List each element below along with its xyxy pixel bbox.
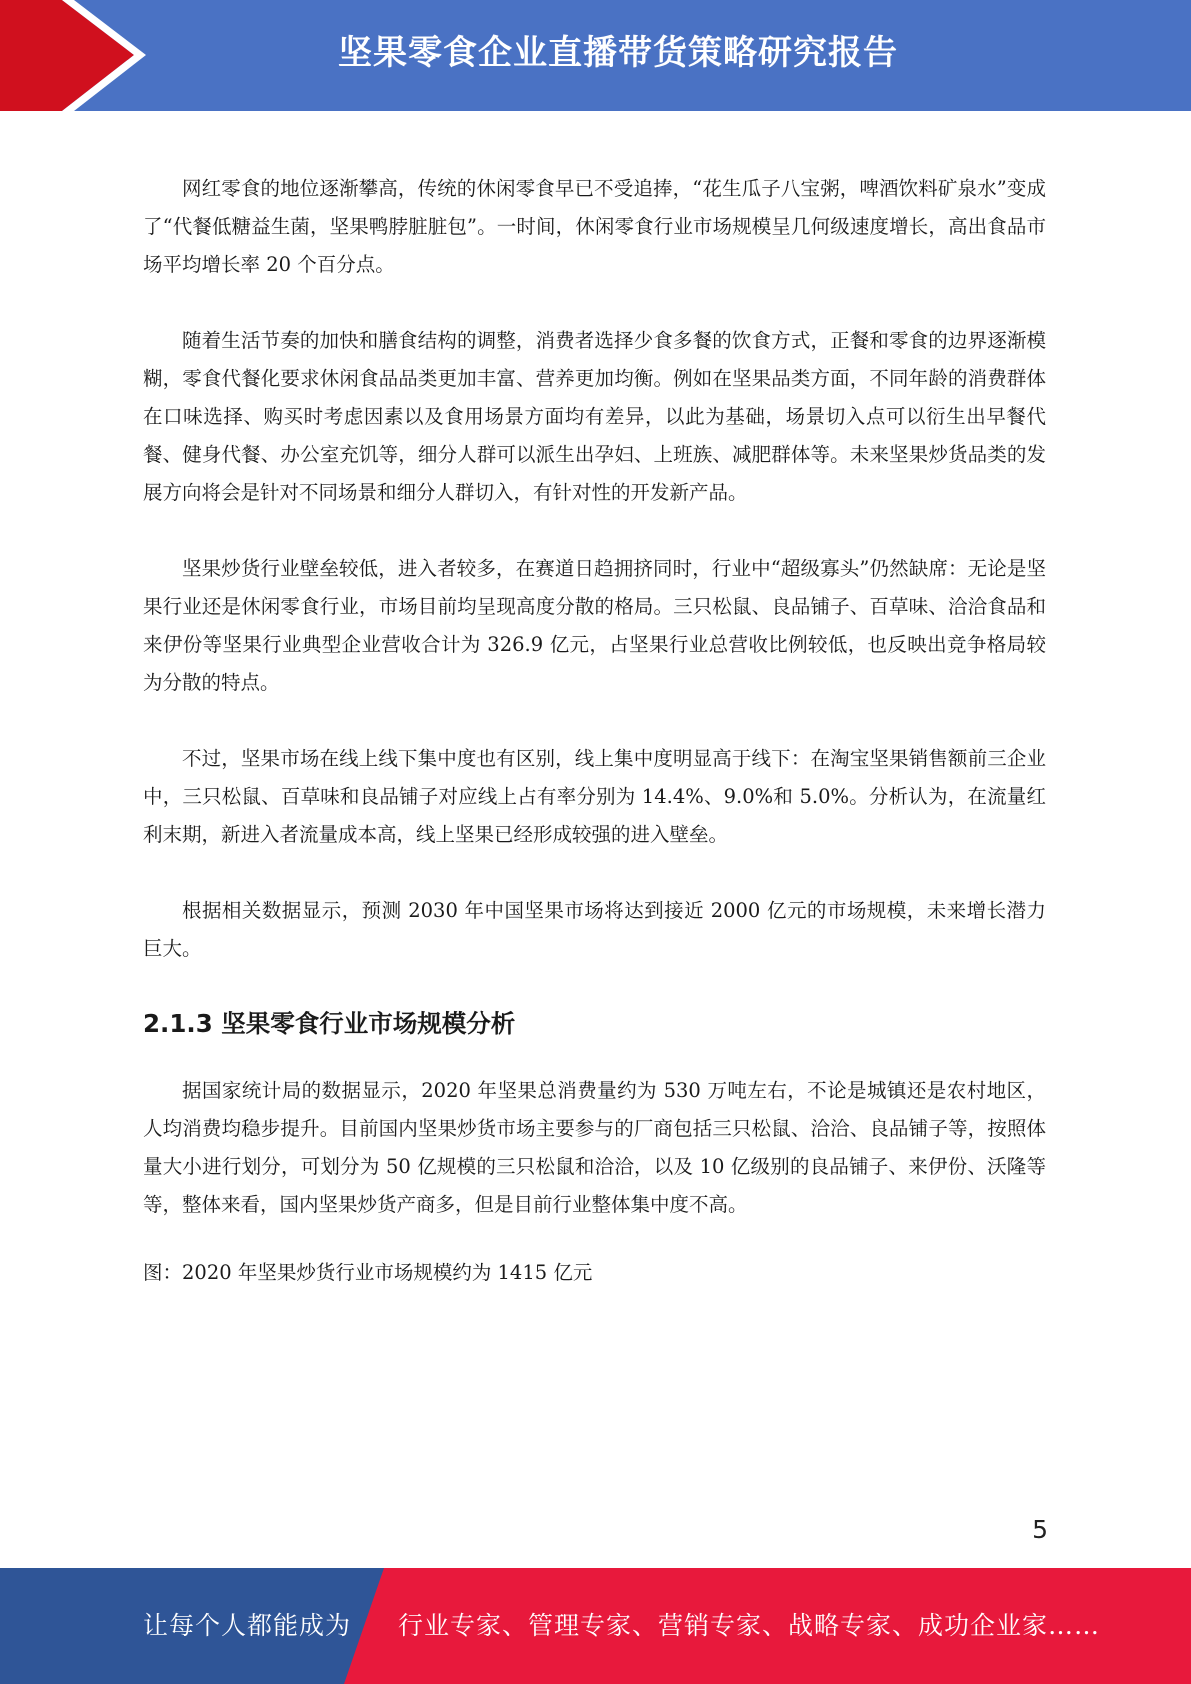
footer-slogan-right: 行业专家、管理专家、营销专家、战略专家、成功企业家…… [398, 1611, 1101, 1640]
body-paragraph-2: 随着生活节奏的加快和膳食结构的调整，消费者选择少食多餐的饮食方式，正餐和零食的边界逐渐模糊，零食代餐化要求休闲食品品类更加丰富、营养更加均衡。例如在坚果品类方面，不同年龄的消费群体在口味选择、购买时考虑因素以及食用场景方面均有差异，以此为基础，场景切入点可以衍生出早餐代餐、健身代餐、办公室充饥等，细分人群可以派生出孕妇、上班族、减肥群体等。未来坚果炒货品类的发展方向将会是针对不同场景和细分人群切入，有针对性的开发新产品。 [143, 329, 1046, 504]
footer-slogan-left: 让每个人都能成为 [143, 1611, 352, 1640]
section-paragraph: 据国家统计局的数据显示，2020 年坚果总消费量约为 530 万吨左右，不论是城镇还是农村地区，人均消费均稳步提升。目前国内坚果炒货市场主要参与的厂商包括三只松鼠、洽洽、良品铺子等，按照体量大小进行划分，可划分为 50 亿规模的三只松鼠和洽洽，以及 10 亿级别的良品铺子、来伊份、沃隆等等，整体来看，国内坚果炒货产商多，但是目前行业整体集中度不高。 [143, 1079, 1046, 1216]
page-content [143, 170, 1046, 1292]
report-title: 坚果零食企业直播带货策略研究报告 [338, 33, 898, 73]
body-paragraph-3: 坚果炒货行业壁垒较低，进入者较多，在赛道日趋拥挤同时，行业中“超级寡头”仍然缺席：无论是坚果行业还是休闲零食行业，市场目前均呈现高度分散的格局。三只松鼠、良品铺子、百草味、洽洽食品和来伊份等坚果行业典型企业营收合计为 326.9 亿元，占坚果行业总营收比例较低，也反映出竞争格局较为分散的特点。 [143, 557, 1046, 694]
page-footer [0, 1568, 1191, 1684]
page-header [0, 0, 1191, 111]
body-paragraph-1: 网红零食的地位逐渐攀高，传统的休闲零食早已不受追捧，“花生瓜子八宝粥，啤酒饮料矿泉水”变成了“代餐低糖益生菌，坚果鸭脖脏脏包”。一时间，休闲零食行业市场规模呈几何级速度增长，高出食品市场平均增长率 20 个百分点。 [143, 177, 1046, 276]
section-heading: 2.1.3 坚果零食行业市场规模分析 [143, 1009, 516, 1038]
figure-caption: 图：2020 年坚果炒货行业市场规模约为 1415 亿元 [143, 1261, 593, 1284]
page-number: 5 [1032, 1515, 1048, 1544]
body-paragraph-4: 不过，坚果市场在线上线下集中度也有区别，线上集中度明显高于线下：在淘宝坚果销售额前三企业中，三只松鼠、百草味和良品铺子对应线上占有率分别为 14.4%、9.0%和 5.0%。分析认为，在流量红利末期，新进入者流量成本高，线上坚果已经形成较强的进入壁垒。 [143, 747, 1046, 846]
body-paragraph-5: 根据相关数据显示，预测 2030 年中国坚果市场将达到接近 2000 亿元的市场规模，未来增长潜力巨大。 [143, 899, 1046, 960]
